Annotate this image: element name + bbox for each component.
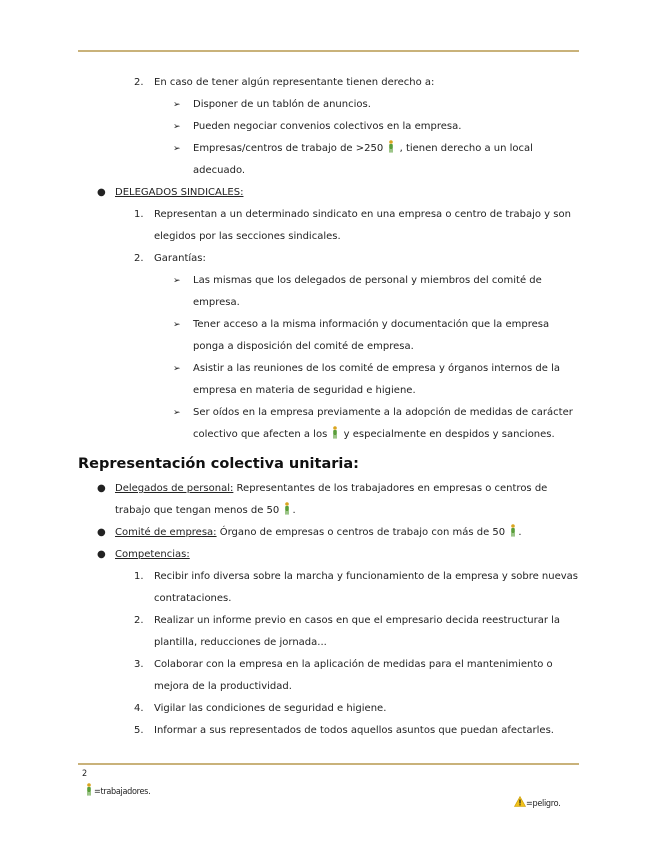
footer-rule	[78, 763, 579, 765]
section-title: Representación colectiva unitaria:	[78, 456, 359, 472]
arrow-item-continuation	[78, 292, 583, 314]
item-text: plantilla, reducciones de jornada...	[154, 637, 327, 648]
term-definition: Representantes de los trabajadores en empresas o centros de	[233, 483, 548, 494]
arrow-item	[78, 116, 583, 138]
arrow-bullet-icon: ➢	[173, 364, 181, 374]
arrow-item-text: empresa en materia de seguridad e higiene.	[193, 385, 416, 396]
item-number: 1.	[134, 571, 144, 582]
numbered-item-2	[78, 248, 583, 270]
item-text: elegidos por las secciones sindicales.	[154, 231, 341, 242]
bullet-icon: ●	[97, 527, 106, 538]
footnote-text: =peligro.	[526, 799, 561, 809]
arrow-item-text: empresa.	[193, 297, 240, 308]
worker-icon	[387, 140, 395, 153]
item-text: Garantías:	[154, 253, 206, 264]
bullet-competencias	[78, 544, 583, 566]
bullet-delegados-personal	[78, 478, 583, 500]
document-body	[78, 72, 583, 742]
competencia-item-continuation	[78, 632, 583, 654]
competencia-item	[78, 720, 583, 742]
arrow-bullet-icon: ➢	[173, 408, 181, 418]
competencia-item-continuation	[78, 676, 583, 698]
term-definition: .	[518, 527, 522, 538]
arrow-item-continuation	[78, 336, 583, 358]
item-text: En caso de tener algún representante tienen derecho a:	[154, 77, 435, 88]
item-number: 5.	[134, 725, 144, 736]
arrow-item	[78, 402, 583, 424]
arrow-item	[78, 94, 583, 116]
item-text: Colaborar con la empresa en la aplicación de medidas para el mantenimiento o	[154, 659, 553, 670]
bullet-icon: ●	[97, 483, 106, 494]
arrow-item-continuation	[78, 160, 583, 182]
header-rule	[78, 50, 579, 52]
item-text: Vigilar las condiciones de seguridad e higiene.	[154, 703, 387, 714]
competencia-item	[78, 566, 583, 588]
footnote-danger	[514, 796, 560, 809]
item-number: 2.	[134, 615, 144, 626]
arrow-item-text: Pueden negociar convenios colectivos en la empresa.	[193, 121, 462, 132]
item-number: 2.	[134, 77, 144, 88]
arrow-item-text: , tienen derecho a un local	[399, 143, 533, 154]
competencia-item	[78, 654, 583, 676]
arrow-item	[78, 138, 583, 160]
arrow-bullet-icon: ➢	[173, 144, 181, 154]
arrow-item-text: adecuado.	[193, 165, 246, 176]
competencia-item	[78, 698, 583, 720]
item-number: 2.	[134, 253, 144, 264]
arrow-item	[78, 314, 583, 336]
term-label: Comité de empresa:	[115, 527, 217, 538]
arrow-item-text: ponga a disposición del comité de empresa.	[193, 341, 414, 352]
bullet-icon: ●	[97, 549, 106, 560]
worker-icon	[331, 426, 339, 439]
competencia-item-continuation	[78, 588, 583, 610]
worker-icon	[85, 783, 93, 796]
bullet-icon: ●	[97, 187, 106, 198]
competencia-item	[78, 610, 583, 632]
footnote-marker: 2	[82, 769, 88, 779]
term-label: Delegados de personal:	[115, 483, 234, 494]
numbered-item-2	[78, 72, 583, 94]
footnote-workers	[84, 783, 150, 797]
item-number: 1.	[134, 209, 144, 220]
item-number: 4.	[134, 703, 144, 714]
term-definition: Órgano de empresas o centros de trabajo con más de 50	[216, 527, 506, 538]
arrow-item-text: Disponer de un tablón de anuncios.	[193, 99, 371, 110]
item-text: Realizar un informe previo en casos en que el empresario decida reestructurar la	[154, 615, 561, 626]
arrow-item	[78, 358, 583, 380]
bullet-comite-empresa	[78, 522, 583, 544]
term-label: Competencias:	[115, 549, 190, 560]
arrow-item-text: Asistir a las reuniones de los comité de empresa y órganos internos de la	[193, 363, 560, 374]
bullet-delegados-sindicales	[78, 182, 583, 204]
numbered-item-continuation	[78, 226, 583, 248]
arrow-item-text: Ser oídos en la empresa previamente a la adopción de medidas de carácter	[193, 407, 573, 418]
item-text: contrataciones.	[154, 593, 232, 604]
worker-icon	[283, 502, 291, 515]
warning-icon	[514, 796, 526, 807]
arrow-item-text: colectivo que afecten a los	[193, 429, 328, 440]
arrow-bullet-icon: ➢	[173, 320, 181, 330]
item-text: mejora de la productividad.	[154, 681, 292, 692]
section-heading: DELEGADOS SINDICALES:	[115, 187, 244, 198]
arrow-bullet-icon: ➢	[173, 100, 181, 110]
item-text: Representan a un determinado sindicato en una empresa o centro de trabajo y son	[154, 209, 571, 220]
arrow-item-text: Empresas/centros de trabajo de >250	[193, 143, 384, 154]
numbered-item-1	[78, 204, 583, 226]
arrow-item	[78, 270, 583, 292]
arrow-item-text: y especialmente en despidos y sanciones.	[343, 429, 555, 440]
item-text: Recibir info diversa sobre la marcha y funcionamiento de la empresa y sobre nuevas	[154, 571, 579, 582]
arrow-bullet-icon: ➢	[173, 276, 181, 286]
term-definition: .	[292, 505, 296, 516]
item-number: 3.	[134, 659, 144, 670]
arrow-item-text: Las mismas que los delegados de personal y miembros del comité de	[193, 275, 542, 286]
arrow-bullet-icon: ➢	[173, 122, 181, 132]
arrow-item-text: Tener acceso a la misma información y documentación que la empresa	[193, 319, 550, 330]
bullet-continuation	[78, 500, 583, 522]
worker-icon	[509, 524, 517, 537]
term-definition: trabajo que tengan menos de 50	[115, 505, 280, 516]
footnote-text: =trabajadores.	[94, 787, 151, 797]
arrow-item-continuation	[78, 424, 583, 446]
arrow-item-continuation	[78, 380, 583, 402]
item-text: Informar a sus representados de todos aquellos asuntos que puedan afectarles.	[154, 725, 554, 736]
